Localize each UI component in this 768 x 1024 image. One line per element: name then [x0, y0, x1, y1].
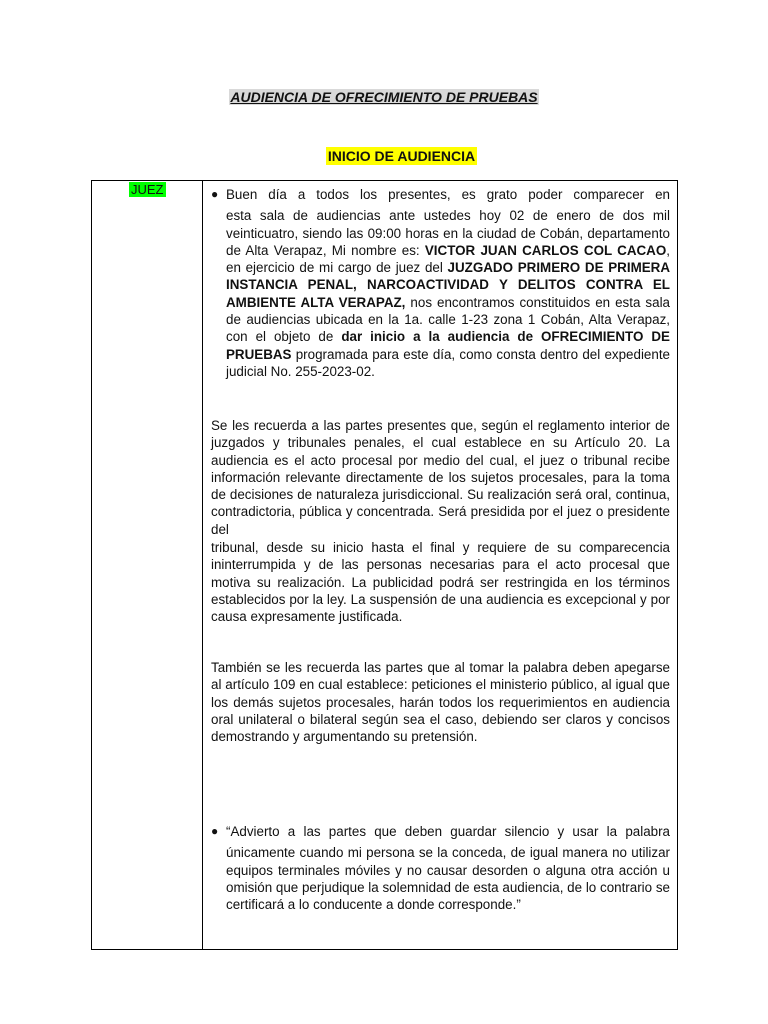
bullet-first-line-text: “Advierto a las partes que deben guardar silencio y usar la palabra [226, 824, 670, 839]
transcript-table [91, 180, 678, 950]
paragraph-part-b: tribunal, desde su inicio hasta el final y requiere de su comparecencia ininterrumpida y de las personas necesarias para el acto procesal que motiva su realización. La publicidad podrá ser restringida en los términos establecidos por la ley. La suspensión de una audiencia es excepcional y por causa expresamente justificada. [211, 540, 670, 625]
bullet-first-line [211, 823, 670, 840]
court-name: JUZGADO PRIMERO DE PRIMERA INSTANCIA PENAL, NARCOACTIVIDAD Y DELITOS CONTRA EL AMBIENTE ALTA VERAPAZ, [226, 260, 670, 310]
bullet-first-line [211, 186, 670, 203]
bullet-text-segment: esta sala de audiencias ante ustedes hoy 02 de enero de dos mil veinticuatro, siendo las 09:00 horas en la ciudad de Cobán, departamento de Alta Verapaz, Mi nombre es: [226, 208, 670, 258]
speaker-label: JUEZ [131, 182, 164, 197]
bullet-body: únicamente cuando mi persona se la conceda, de igual manera no utilizar equipos terminales móviles y no causar desorden o alguna otra acción u omisión que perjudique la solemnidad de esta audiencia, de lo contrario se certificará a lo conducente a donde corresponde.” [226, 845, 670, 913]
bullet-text-segment: , en ejercicio de mi cargo de juez del [226, 242, 670, 276]
section-heading-text: INICIO DE AUDIENCIA [327, 148, 476, 164]
bullet-text-segment: programada para este día, como consta dentro del expediente judicial No. 255-2023-02. [226, 346, 670, 379]
speech-column [203, 181, 677, 949]
warning-bullet [211, 823, 670, 913]
hearing-purpose: dar inicio a la audiencia de OFRECIMIENTO DE PRUEBAS [226, 329, 670, 362]
paragraph-part-a: Se les recuerda a las partes presentes que, según el reglamento interior de juzgados y tribunales penales, el cual establece en su Artículo 20. La audiencia es el acto procesal por medio del cual, el juez o tribunal recibe información relevante directamente de los sujetos procesales, para la toma de decisiones de naturaleza jurisdiccional. Su realización será oral, continua, contradictoria, pública y concentrada. Será presidida por el juez o presidente del [211, 418, 670, 537]
section-heading [0, 148, 768, 164]
bullet-text-segment: nos encontramos constituidos en esta sala de audiencias ubicada en la 1a. calle 1-23 zona 1 Cobán, Alta Verapaz, con el objeto de [226, 294, 671, 345]
bullet-icon: ● [211, 824, 219, 838]
article-109-paragraph: También se les recuerda las partes que al tomar la palabra deben apegarse al artículo 109 en cual establece: peticiones el ministerio público, al igual que los demás sujetos procesales, harán todos los requerimientos en audiencia oral unilateral o bilateral según sea el caso, debiendo ser claros y concisos demostrando y argumentando su pretensión. [211, 660, 670, 745]
bullet-first-line-text: Buen día a todos los presentes, es grato poder comparecer en [226, 187, 670, 202]
bullet-icon: ● [211, 187, 219, 201]
judge-name: VICTOR JUAN CARLOS COL CACAO [424, 242, 667, 258]
document-title [0, 89, 768, 105]
document-title-text: AUDIENCIA DE OFRECIMIENTO DE PRUEBAS [230, 89, 538, 105]
bullet-body [211, 207, 670, 380]
speaker-column [92, 181, 203, 949]
opening-statement-bullet [211, 186, 670, 380]
regulation-reminder-paragraph [211, 417, 670, 626]
